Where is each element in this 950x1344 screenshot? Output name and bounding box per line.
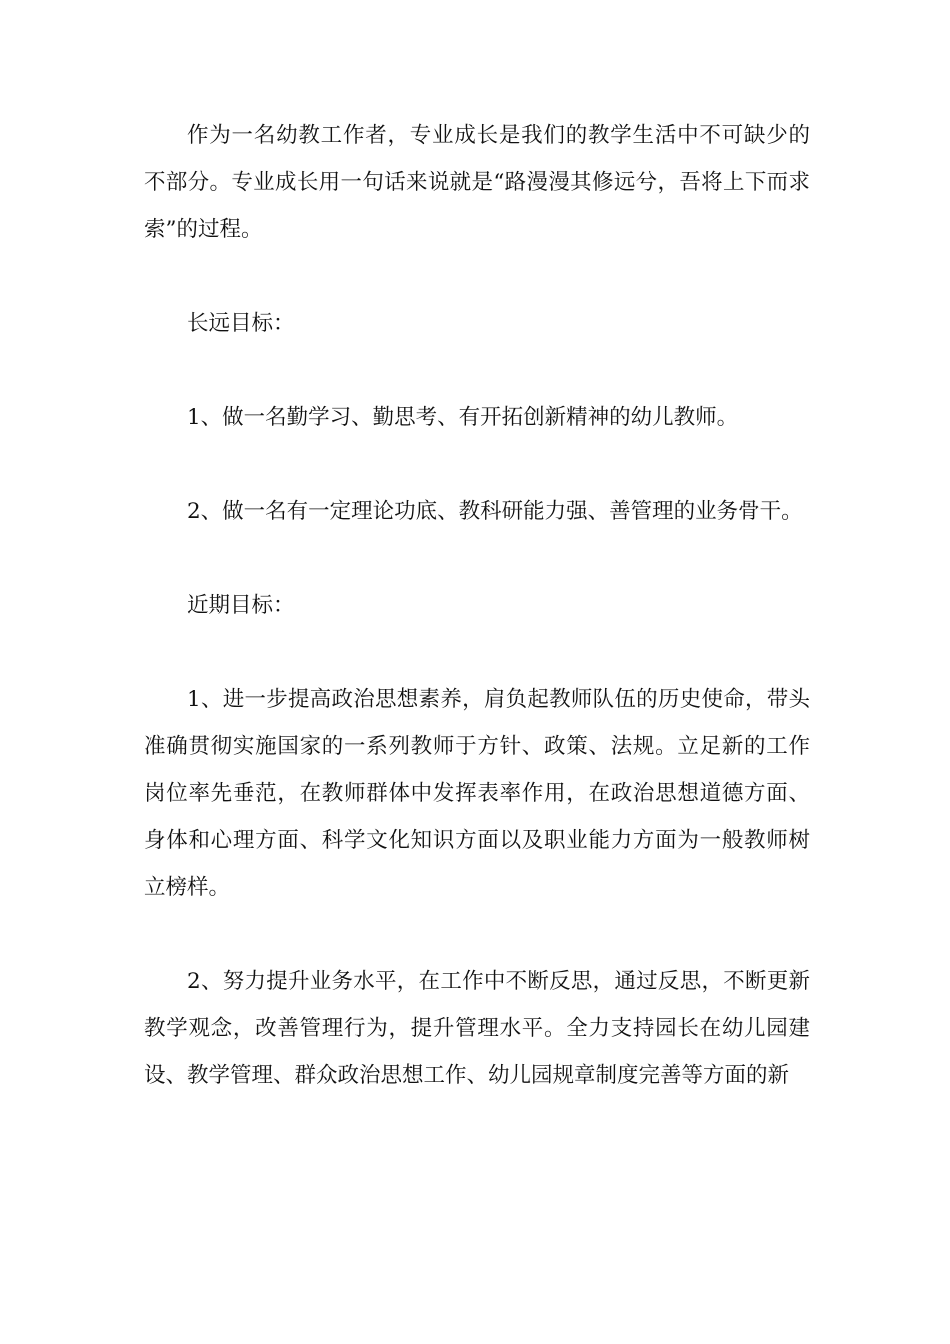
long-term-goal-1: 1、做一名勤学习、勤思考、有开拓创新精神的幼儿教师。 <box>187 405 739 430</box>
long-term-goals-heading: 长远目标： <box>187 311 295 336</box>
short-term-goal-2: 2、努力提升业务水平，在工作中不断反思，通过反思，不断更新教学观念，改善管理行为，提升管理水平。全力支持园长在幼儿园建设、教学管理、群众政治思想工作、幼儿园规章制度完善等方面的新 <box>144 969 810 1088</box>
document-body <box>144 112 810 1146</box>
short-term-goals-heading: 近期目标： <box>187 593 295 618</box>
short-term-goal-1: 1、进一步提高政治思想素养，肩负起教师队伍的历史使命，带头准确贯彻实施国家的一系列教师于方针、政策、法规。立足新的工作岗位率先垂范，在教师群体中发挥表率作用，在政治思想道德方面、身体和心理方面、科学文化知识方面以及职业能力方面为一般教师树立榜样。 <box>144 687 810 900</box>
long-term-goal-2: 2、做一名有一定理论功底、教科研能力强、善管理的业务骨干。 <box>187 499 803 524</box>
intro-paragraph: 作为一名幼教工作者，专业成长是我们的教学生活中不可缺少的不部分。专业成长用一句话来说就是“路漫漫其修远兮，吾将上下而求索”的过程。 <box>144 123 810 242</box>
